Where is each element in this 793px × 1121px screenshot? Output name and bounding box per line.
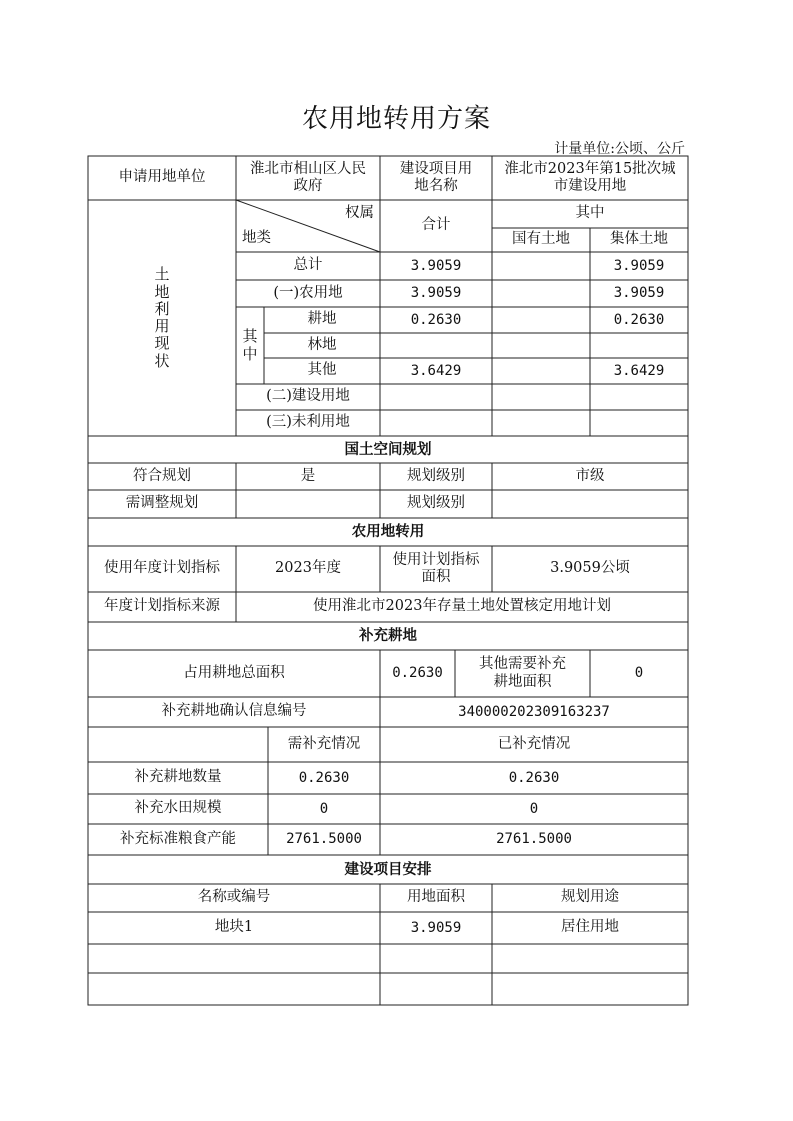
land-row-state bbox=[492, 384, 590, 410]
conform-label: 符合规划 bbox=[133, 467, 191, 484]
confirm-value: 340000202309163237 bbox=[458, 703, 610, 720]
supplement-row-need: 0.2630 bbox=[298, 769, 350, 786]
land-row-collective bbox=[590, 410, 688, 436]
supplement-row-name: 补充水田规模 bbox=[134, 800, 222, 817]
supplement-row-need: 2761.5000 bbox=[286, 831, 362, 848]
land-row-collective: 3.9059 bbox=[613, 285, 665, 302]
arrangement-col-name: 名称或编号 bbox=[197, 889, 271, 906]
occupied-value: 0.2630 bbox=[392, 665, 443, 682]
among-col-header: 其中 bbox=[575, 205, 605, 222]
land-row-name: 其他 bbox=[307, 362, 337, 379]
source-label: 年度计划指标来源 bbox=[104, 598, 220, 615]
arrangement-row-name bbox=[88, 973, 380, 1005]
land-row-total bbox=[380, 333, 492, 358]
land-use-vertical-text: 土地利用现状 bbox=[154, 265, 170, 370]
conform-value: 是 bbox=[300, 467, 316, 484]
arrangement-row-use: 居住用地 bbox=[561, 919, 619, 936]
land-row-collective: 3.9059 bbox=[613, 257, 665, 274]
land-row-state bbox=[492, 252, 590, 280]
arrangement-row-area bbox=[380, 973, 492, 1005]
land-row-state bbox=[492, 307, 590, 333]
supplement-row-done: 0.2630 bbox=[508, 769, 560, 786]
land-row-state bbox=[492, 410, 590, 436]
land-row-name: 总计 bbox=[293, 257, 323, 274]
land-row-name: (三)未利用地 bbox=[266, 414, 350, 431]
supplement-section-title: 补充耕地 bbox=[359, 627, 417, 645]
other-label: 其他需要补充耕地面积 bbox=[479, 656, 566, 690]
land-row-state bbox=[492, 333, 590, 358]
plan-area-value: 3.9059公顷 bbox=[550, 560, 630, 577]
arrangement-row-area bbox=[380, 944, 492, 973]
adjust-level-value bbox=[492, 490, 688, 518]
land-row-name: 耕地 bbox=[307, 311, 337, 328]
arrangement-row-area: 3.9059 bbox=[410, 919, 462, 936]
plan-area-label: 使用计划指标面积 bbox=[392, 551, 480, 585]
supplement-row-name: 补充耕地数量 bbox=[134, 769, 222, 786]
plan-year-value: 2023年度 bbox=[275, 560, 341, 577]
land-row-total: 3.9059 bbox=[410, 285, 462, 302]
land-row-state bbox=[492, 280, 590, 307]
land-row-name: (二)建设用地 bbox=[266, 388, 350, 405]
arrangement-col-area: 用地面积 bbox=[407, 889, 465, 906]
project-value: 淮北市2023年第15批次城市建设用地 bbox=[504, 160, 676, 194]
unit-note: 计量单位:公顷、公斤 bbox=[554, 141, 685, 157]
adjust-label: 需调整规划 bbox=[125, 495, 199, 512]
source-value: 使用淮北市2023年存量土地处置核定用地计划 bbox=[313, 598, 611, 615]
supplement-row-name: 补充标准粮食产能 bbox=[120, 830, 236, 847]
land-use-section-label bbox=[88, 200, 236, 436]
other-value: 0 bbox=[634, 665, 644, 682]
plan-year-label: 使用年度计划指标 bbox=[104, 560, 220, 577]
applicant-value: 淮北市相山区人民政府 bbox=[250, 160, 366, 194]
land-row-collective: 3.6429 bbox=[613, 362, 665, 379]
sub-among-vertical-text: 其中 bbox=[242, 327, 258, 363]
sub-among-label bbox=[236, 307, 264, 384]
ownership-label: 权属 bbox=[345, 205, 374, 222]
land-row-collective: 0.2630 bbox=[613, 311, 665, 328]
adjust-value bbox=[236, 490, 380, 518]
conversion-section-title: 农用地转用 bbox=[351, 523, 425, 541]
adjust-level-label: 规划级别 bbox=[407, 495, 465, 512]
collective-col-header: 集体土地 bbox=[610, 231, 668, 248]
supplement-row-done: 2761.5000 bbox=[496, 831, 572, 848]
land-row-total bbox=[380, 410, 492, 436]
land-row-total: 3.6429 bbox=[410, 362, 462, 379]
land-row-collective bbox=[590, 384, 688, 410]
supplement-row-need: 0 bbox=[319, 800, 329, 817]
land-row-name: (一)农用地 bbox=[273, 284, 343, 301]
need-col-header: 需补充情况 bbox=[287, 735, 361, 752]
page-title: 农用地转用方案 bbox=[301, 104, 491, 134]
arrangement-section-title: 建设项目安排 bbox=[344, 860, 432, 878]
occupied-label: 占用耕地总面积 bbox=[183, 664, 285, 681]
arrangement-row-use bbox=[492, 973, 688, 1005]
land-row-total bbox=[380, 384, 492, 410]
planning-section-title: 国土空间规划 bbox=[344, 440, 432, 458]
land-row-state bbox=[492, 358, 590, 384]
arrangement-row-name: 地块1 bbox=[214, 919, 254, 936]
arrangement-row-use bbox=[492, 944, 688, 973]
category-label: 地类 bbox=[242, 230, 271, 247]
applicant-label: 申请用地单位 bbox=[118, 169, 206, 186]
arrangement-row-name bbox=[88, 944, 380, 973]
total-col-header: 合计 bbox=[421, 217, 451, 234]
land-row-total: 3.9059 bbox=[410, 257, 462, 274]
done-col-header: 已补充情况 bbox=[497, 735, 571, 752]
project-label: 建设项目用地名称 bbox=[399, 160, 473, 194]
level-value: 市级 bbox=[575, 467, 605, 484]
arrangement-col-use: 规划用途 bbox=[561, 889, 619, 906]
land-row-total: 0.2630 bbox=[410, 311, 462, 328]
state-col-header: 国有土地 bbox=[512, 231, 570, 248]
land-row-name: 林地 bbox=[307, 336, 337, 353]
level-label: 规划级别 bbox=[407, 467, 465, 484]
confirm-label: 补充耕地确认信息编号 bbox=[161, 703, 307, 720]
supplement-row-done: 0 bbox=[529, 800, 539, 817]
land-row-collective bbox=[590, 333, 688, 358]
